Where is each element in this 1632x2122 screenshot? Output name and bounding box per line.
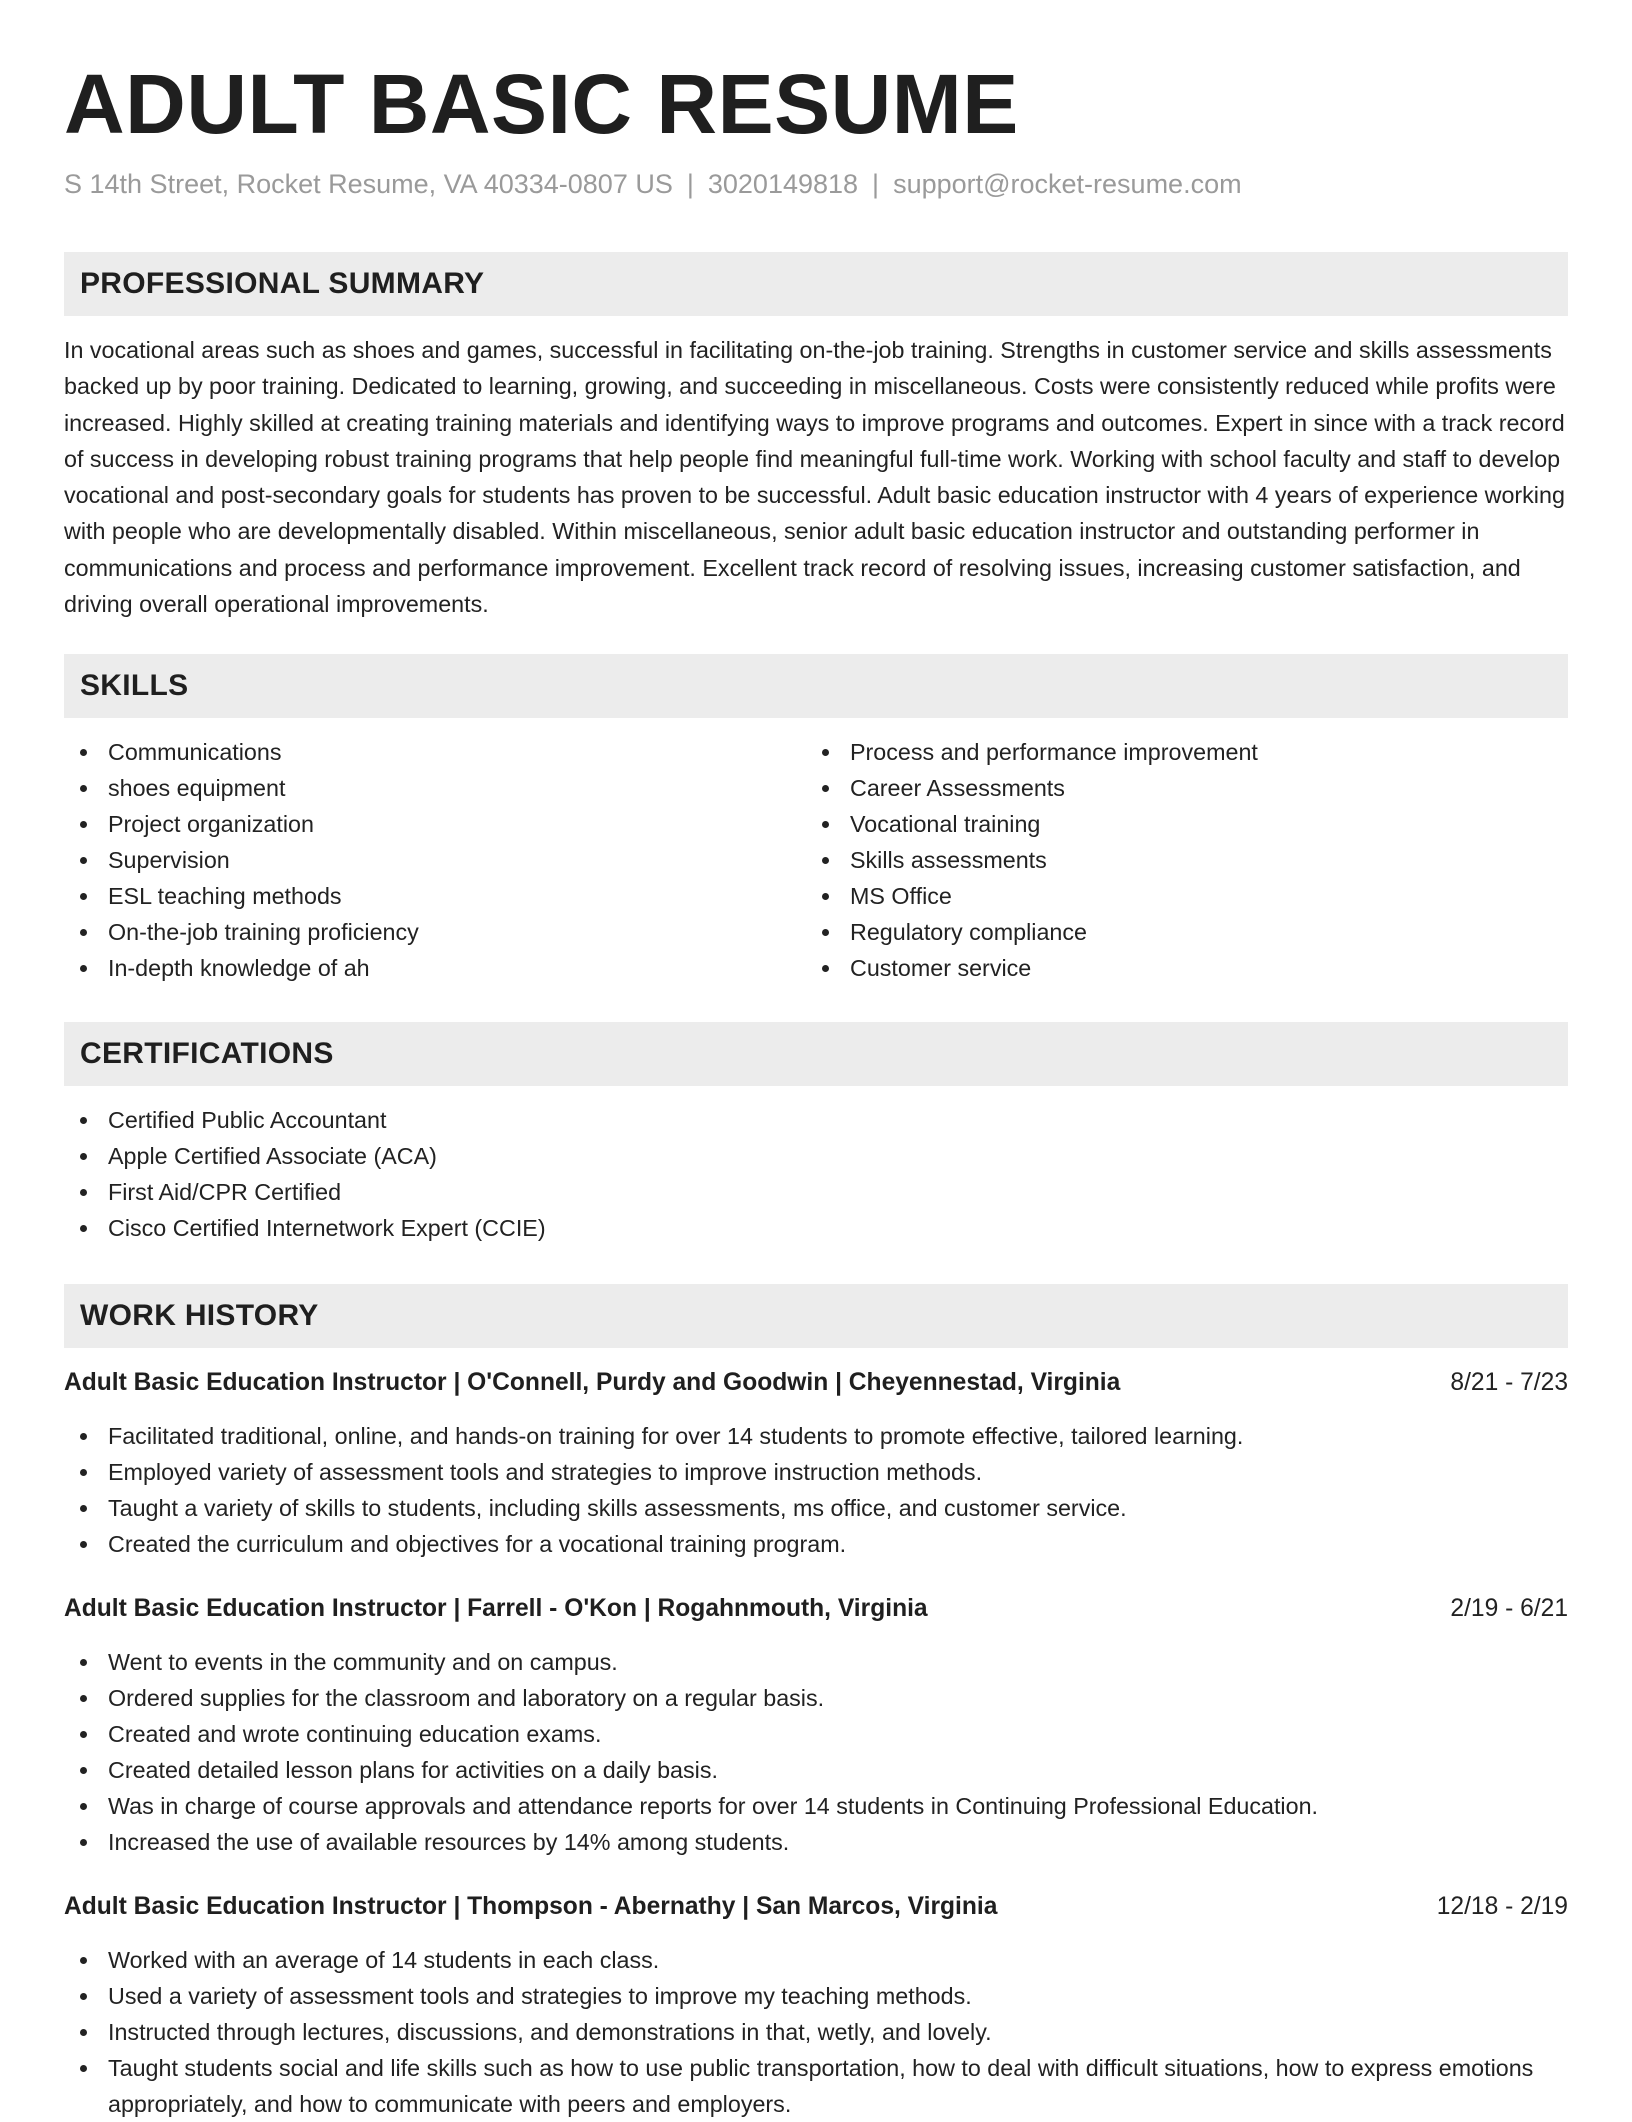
- skill-item: Project organization: [64, 806, 806, 842]
- skill-item: Career Assessments: [806, 770, 1548, 806]
- contact-phone: 3020149818: [707, 169, 859, 199]
- job-bullet: Created detailed lesson plans for activities on a daily basis.: [64, 1752, 1568, 1788]
- summary-text: In vocational areas such as shoes and games, successful in facilitating on-the-job training. Strengths in customer service and skills assessments backed up by poor training. Dedicated to learning, growing, and succeeding in miscellaneous. Costs were consistently reduced while profits were increased. Highly skilled at creating training materials and identifying ways to improve programs and outcomes. Expert in since with a track record of success in developing robust training programs that help people find meaningful full-time work. Working with school faculty and staff to develop vocational and post-secondary goals for students has proven to be successful. Adult basic education instructor with 4 years of experience working with people who are developmentally disabled. Within miscellaneous, senior adult basic education instructor and outstanding performer in communications and process and performance improvement. Excellent track record of resolving issues, increasing customer satisfaction, and driving overall operational improvements.: [64, 337, 1565, 618]
- skill-item: Supervision: [64, 842, 806, 878]
- skill-item: In-depth knowledge of ah: [64, 950, 806, 986]
- job-bullet: Taught students social and life skills such as how to use public transportation, how to deal with difficult situations, how to express emotions appropriately, and how to communicate with peers and employers.: [64, 2050, 1568, 2122]
- job-title: Adult Basic Education Instructor | Thompson - Abernathy | San Marcos, Virginia: [64, 1893, 998, 1921]
- job-header: [64, 1366, 1568, 1400]
- skills-grid: [64, 734, 1568, 986]
- job-bullet: Instructed through lectures, discussions, and demonstrations in that, wetly, and lovely.: [64, 2014, 1568, 2050]
- certification-item: Apple Certified Associate (ACA): [64, 1138, 1568, 1174]
- job-bullet-list: [64, 1942, 1568, 2122]
- job-bullet: Created the curriculum and objectives for a vocational training program.: [64, 1526, 1568, 1562]
- section-heading-summary: PROFESSIONAL SUMMARY: [64, 252, 1568, 316]
- contact-address: S 14th Street, Rocket Resume, VA 40334-0807 US: [64, 169, 673, 199]
- certifications-list: [64, 1102, 1568, 1246]
- job-bullet: Worked with an average of 14 students in each class.: [64, 1942, 1568, 1978]
- job-bullet: Ordered supplies for the classroom and laboratory on a regular basis.: [64, 1680, 1568, 1716]
- skill-item: Skills assessments: [806, 842, 1548, 878]
- section-heading-certifications: CERTIFICATIONS: [64, 1022, 1568, 1086]
- job-title: Adult Basic Education Instructor | Farrell - O'Kon | Rogahnmouth, Virginia: [64, 1595, 928, 1623]
- job-entry: [64, 1366, 1568, 1562]
- job-bullet-list: [64, 1644, 1568, 1860]
- resume-title: ADULT BASIC RESUME: [64, 57, 1019, 151]
- skills-list-right: [806, 734, 1548, 986]
- job-bullet: Facilitated traditional, online, and hands-on training for over 14 students to promote effective, tailored learning.: [64, 1418, 1568, 1454]
- job-dates: 8/21 - 7/23: [1450, 1369, 1568, 1397]
- job-title: Adult Basic Education Instructor | O'Connell, Purdy and Goodwin | Cheyennestad, Virginia: [64, 1369, 1121, 1397]
- skill-item: shoes equipment: [64, 770, 806, 806]
- job-entry: [64, 1592, 1568, 1860]
- skill-item: On-the-job training proficiency: [64, 914, 806, 950]
- skill-item: Customer service: [806, 950, 1548, 986]
- job-bullet: Taught a variety of skills to students, including skills assessments, ms office, and customer service.: [64, 1490, 1568, 1526]
- contact-separator: |: [686, 169, 694, 199]
- skill-item: MS Office: [806, 878, 1548, 914]
- contact-email: support@rocket-resume.com: [893, 169, 1242, 199]
- job-header: [64, 1592, 1568, 1626]
- section-heading-skills: SKILLS: [64, 654, 1568, 718]
- job-bullet: Went to events in the community and on campus.: [64, 1644, 1568, 1680]
- job-entry: [64, 1890, 1568, 2122]
- job-bullet-list: [64, 1418, 1568, 1562]
- job-dates: 12/18 - 2/19: [1436, 1893, 1568, 1921]
- skill-item: ESL teaching methods: [64, 878, 806, 914]
- certification-item: Certified Public Accountant: [64, 1102, 1568, 1138]
- skill-item: Communications: [64, 734, 806, 770]
- job-bullet: Was in charge of course approvals and attendance reports for over 14 students in Continuing Professional Education.: [64, 1788, 1568, 1824]
- contact-line: [64, 166, 1568, 202]
- job-bullet: Employed variety of assessment tools and strategies to improve instruction methods.: [64, 1454, 1568, 1490]
- skill-item: Process and performance improvement: [806, 734, 1548, 770]
- job-header: [64, 1890, 1568, 1924]
- job-dates: 2/19 - 6/21: [1450, 1595, 1568, 1623]
- skill-item: Regulatory compliance: [806, 914, 1548, 950]
- job-bullet: Created and wrote continuing education exams.: [64, 1716, 1568, 1752]
- contact-separator: |: [872, 169, 880, 199]
- certification-item: Cisco Certified Internetwork Expert (CCIE): [64, 1210, 1568, 1246]
- skills-list-left: [64, 734, 806, 986]
- certification-item: First Aid/CPR Certified: [64, 1174, 1568, 1210]
- skill-item: Vocational training: [806, 806, 1548, 842]
- section-heading-work-history: WORK HISTORY: [64, 1284, 1568, 1348]
- job-bullet: Used a variety of assessment tools and strategies to improve my teaching methods.: [64, 1978, 1568, 2014]
- job-bullet: Increased the use of available resources by 14% among students.: [64, 1824, 1568, 1860]
